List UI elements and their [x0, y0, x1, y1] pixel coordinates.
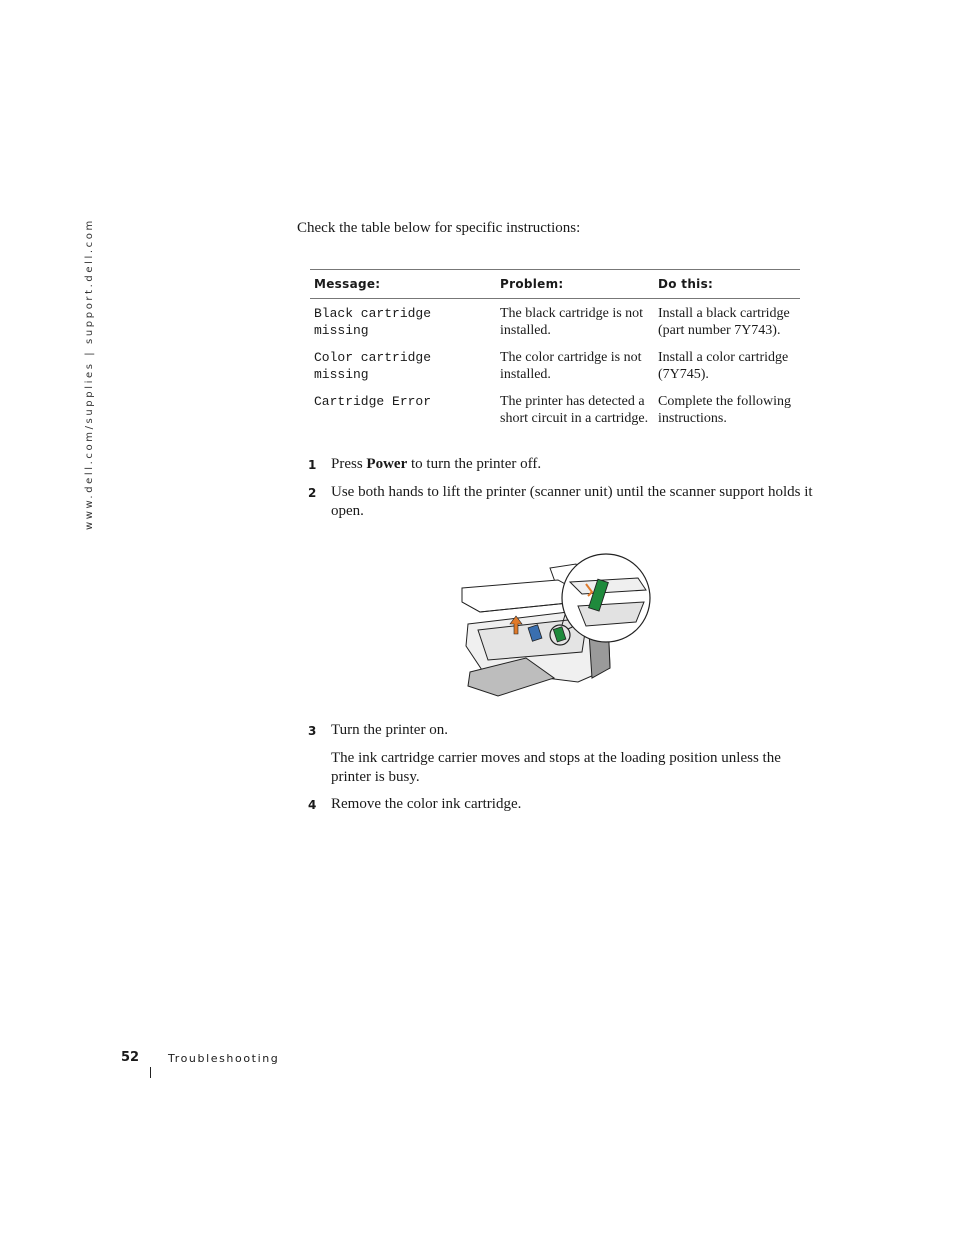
step-4: [308, 795, 818, 814]
power-keyword: Power: [366, 456, 408, 472]
table-row: [310, 387, 800, 431]
table-row: [310, 299, 800, 344]
step-number: 4: [308, 798, 317, 812]
message-table: [310, 269, 800, 431]
table-header-row: [310, 270, 800, 299]
step-text: Press Power to turn the printer off.: [331, 456, 542, 472]
page-number: 52: [121, 1050, 140, 1065]
step-2: [308, 483, 818, 521]
row-action: Complete the following instructions.: [658, 394, 791, 426]
step-3-note: [308, 749, 818, 787]
row-action: Install a color cartridge (7Y745).: [658, 350, 789, 382]
step-number: 3: [308, 724, 317, 738]
header-message: Message:: [310, 270, 496, 299]
row-problem: The color cartridge is not installed.: [500, 350, 642, 382]
row-problem: The printer has detected a short circuit in a cartridge.: [500, 394, 649, 426]
step-text: Turn the printer on.: [331, 722, 448, 738]
step-3: [308, 721, 818, 740]
step-number: 1: [308, 458, 317, 472]
step-text: Use both hands to lift the printer (scanner unit) until the scanner support holds it open.: [331, 484, 813, 519]
row-message: Color cartridge missing: [314, 350, 432, 382]
row-action: Install a black cartridge (part number 7Y743).: [658, 306, 790, 338]
intro-text: Check the table below for specific instructions:: [297, 220, 581, 236]
step-text: Remove the color ink cartridge.: [331, 796, 522, 812]
printer-illustration: [458, 550, 654, 700]
step-number: 2: [308, 486, 317, 500]
row-message: Black cartridge missing: [314, 306, 432, 338]
header-problem: Problem:: [496, 270, 654, 299]
section-title: Troubleshooting: [168, 1052, 280, 1065]
side-url: www.dell.com/supplies | support.dell.com: [84, 218, 95, 530]
table-row: [310, 343, 800, 387]
step-1: [308, 455, 818, 474]
note-text: The ink cartridge carrier moves and stops at the loading position unless the printer is busy.: [331, 750, 781, 785]
header-action: Do this:: [654, 270, 800, 299]
footer-divider: [150, 1067, 151, 1078]
row-message: Cartridge Error: [314, 394, 432, 409]
row-problem: The black cartridge is not installed.: [500, 306, 644, 338]
